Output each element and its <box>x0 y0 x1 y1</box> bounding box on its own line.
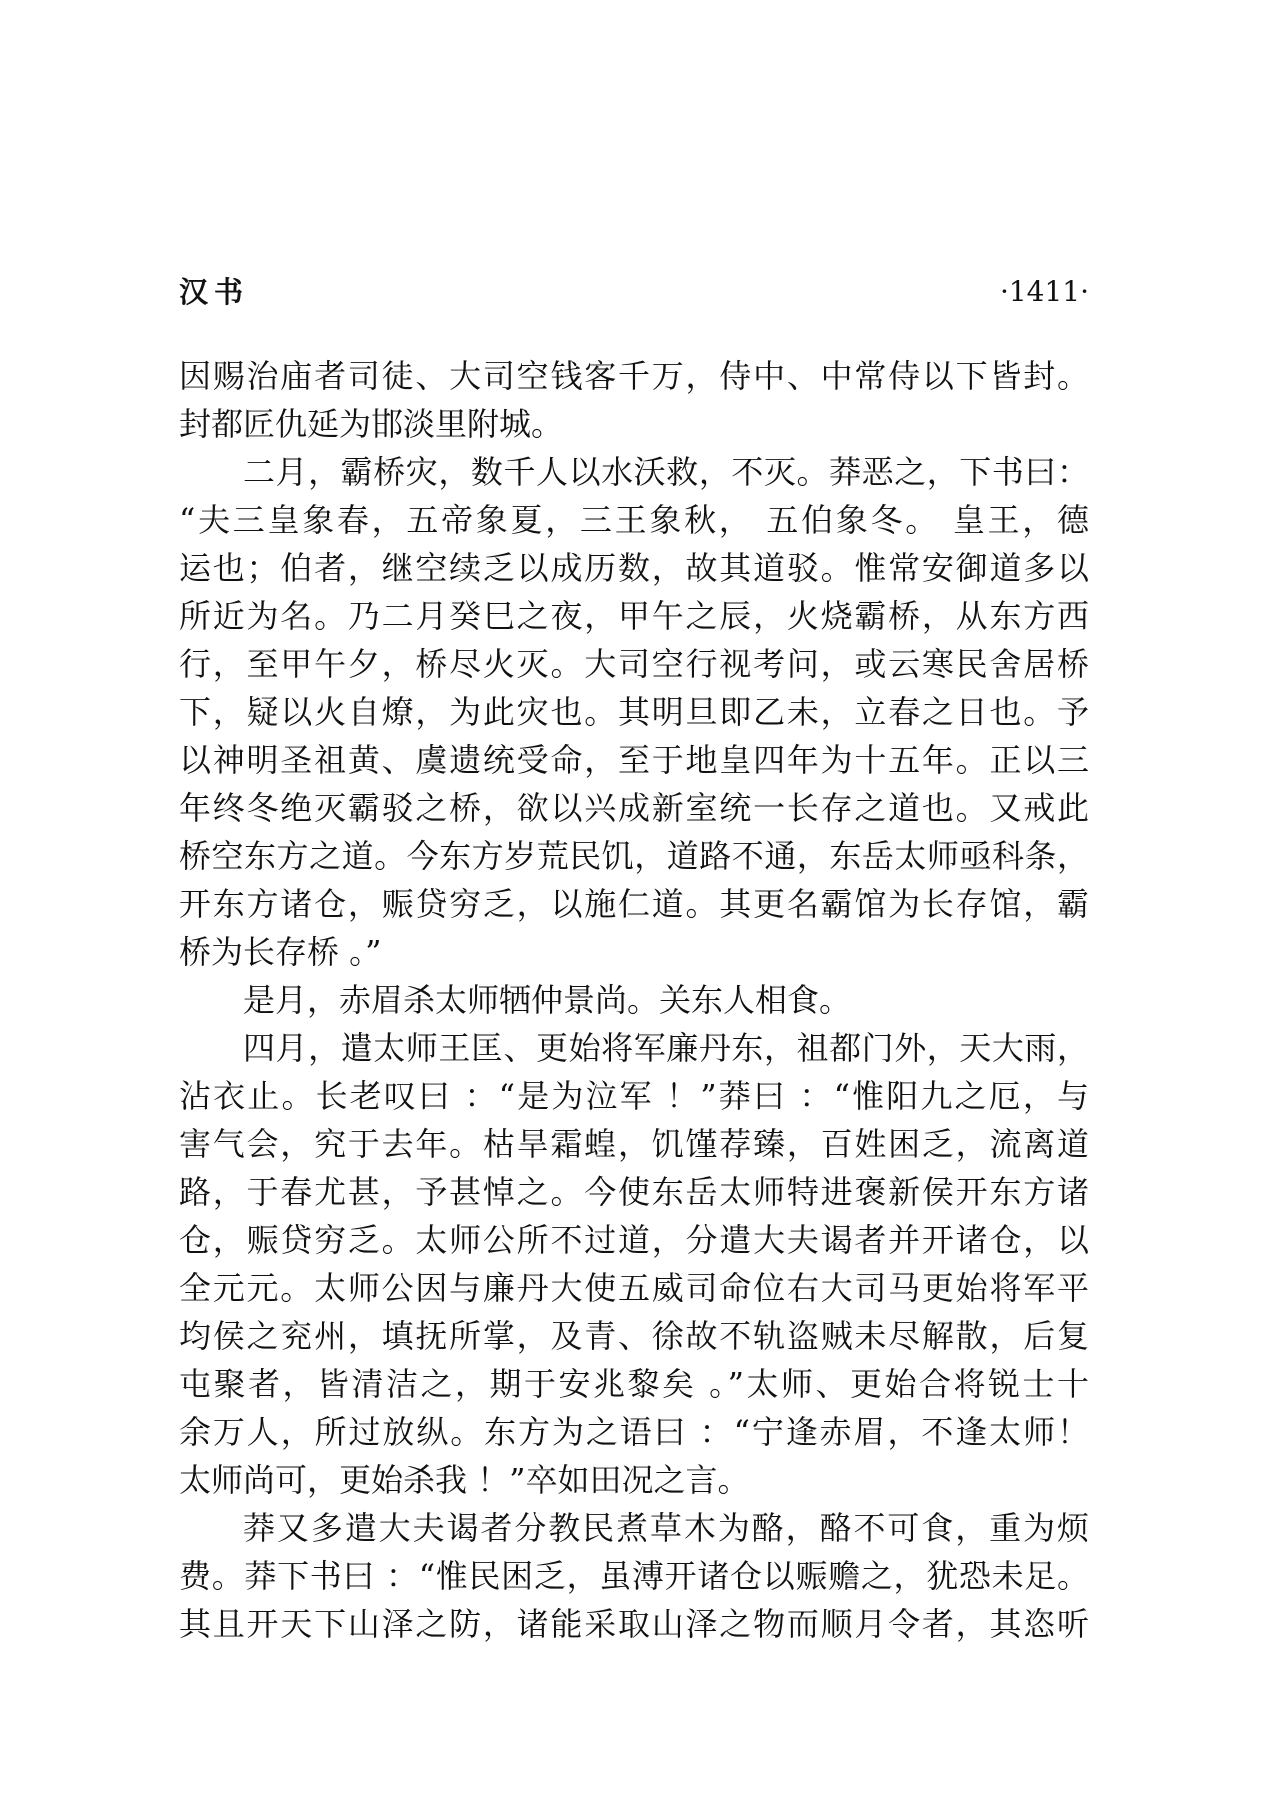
text-line: 二月，霸桥灾，数千人以水沃救，不灭。莽恶之，下书曰： <box>243 453 1089 491</box>
page-number: ·1411· <box>999 275 1089 308</box>
text-line: 运也；伯者，继空续乏以成历数，故其道驳。惟常安御道多以 <box>179 549 1089 587</box>
text-line: 屯聚者，皆清洁之，期于安兆黎矣 。”太师、更始合将锐士十 <box>179 1365 1089 1403</box>
text-line: 仓，赈贷穷乏。太师公所不过道，分遣大夫谒者并开诸仓，以 <box>179 1221 1089 1259</box>
text-line: 下，疑以火自燎，为此灾也。其明旦即乙未，立春之日也。予 <box>179 693 1089 731</box>
text-line: 均侯之兖州，填抚所掌，及青、徐故不轨盗贼未尽解散，后复 <box>179 1317 1089 1355</box>
text-line: “夫三皇象春，五帝象夏，三王象秋， 五伯象冬。 皇王，德 <box>179 501 1089 539</box>
text-line: 沾衣止。长老叹曰 ：“是为泣军 ！”莽曰 ：“惟阳九之厄，与 <box>179 1077 1089 1115</box>
text-line: 因赐治庙者司徒、大司空钱客千万，侍中、中常侍以下皆封。 <box>179 357 1089 395</box>
text-line: 封都匠仇延为邯淡里附城。 <box>179 405 564 443</box>
text-line: 害气会，究于去年。枯旱霜蝗，饥馑荐臻，百姓困乏，流离道 <box>179 1125 1089 1163</box>
text-line: 余万人，所过放纵。东方为之语曰 ：“宁逢赤眉，不逢太师！ <box>179 1413 1089 1451</box>
text-line: 四月，遣太师王匡、更始将军廉丹东，祖都门外，天大雨， <box>243 1029 1089 1067</box>
text-line: 以神明圣祖黄、虞遗统受命，至于地皇四年为十五年。正以三 <box>179 741 1089 779</box>
text-line: 莽又多遣大夫谒者分教民煮草木为酪，酪不可食，重为烦 <box>243 1509 1089 1547</box>
text-line: 路，于春尤甚，予甚悼之。今使东岳太师特进褒新侯开东方诸 <box>179 1173 1089 1211</box>
text-line: 开东方诸仓，赈贷穷乏，以施仁道。其更名霸馆为长存馆，霸 <box>179 885 1089 923</box>
text-line: 年终冬绝灭霸驳之桥，欲以兴成新室统一长存之道也。又戒此 <box>179 789 1089 827</box>
text-line: 行，至甲午夕，桥尽火灭。大司空行视考问，或云寒民舍居桥 <box>179 645 1089 683</box>
text-line: 其且开天下山泽之防，诸能采取山泽之物而顺月令者，其恣听 <box>179 1605 1089 1643</box>
book-title: 汉书 <box>179 275 250 309</box>
text-line: 所近为名。乃二月癸巳之夜，甲午之辰，火烧霸桥，从东方西 <box>179 597 1089 635</box>
text-line: 费。莽下书曰 ：“惟民困乏，虽溥开诸仓以赈赡之，犹恐未足。 <box>179 1557 1089 1595</box>
text-line: 太师尚可，更始杀我 ！”卒如田况之言。 <box>179 1461 750 1499</box>
text-line: 桥空东方之道。今东方岁荒民饥，道路不通，东岳太师亟科条， <box>179 837 1089 875</box>
body-text <box>179 352 1089 1648</box>
text-line: 是月，赤眉杀太师牺仲景尚。关东人相食。 <box>243 981 852 1019</box>
text-line: 全元元。太师公因与廉丹大使五威司命位右大司马更始将军平 <box>179 1269 1089 1307</box>
text-line: 桥为长存桥 。” <box>179 933 382 971</box>
running-header <box>179 272 1089 312</box>
